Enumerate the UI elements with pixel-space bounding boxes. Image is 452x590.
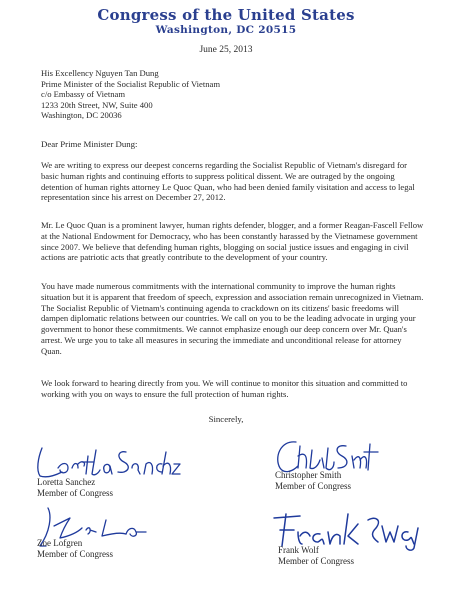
letterhead-city: Washington, DC 20515 <box>155 24 297 36</box>
signatory-title: Member of Congress <box>37 487 113 498</box>
signatory-sanchez <box>37 477 113 498</box>
signatory-title: Member of Congress <box>278 555 354 566</box>
signatory-wolf <box>278 545 354 566</box>
body-paragraph-1: We are writing to express our deepest concerns regarding the Socialist Republic of Vietnam's disregard for basic human rights and continuing efforts to suppress political dissent. We are outraged by the ongoing detention of human rights attorney Le Quoc Quan, who had been denied family visitation and access to legal representation since his arrest on December 27, 2012. <box>41 160 415 203</box>
salutation: Dear Prime Minister Dung: <box>41 139 138 149</box>
signatory-name: Zoe Lofgren <box>37 538 83 548</box>
letterhead <box>0 6 452 37</box>
body-paragraph-2: Mr. Le Quoc Quan is a prominent lawyer, human rights defender, blogger, and a former Reagan-Fascell Fellow at the National Endowment for Democracy, who has been constantly harassed by the Vietnamese government since 2007. We believe that defending human rights, blogging on social justice issues and engaging in civil actions are patriotic acts that greatly contribute to the development of your country. <box>41 220 424 263</box>
letterhead-title: Congress of the United States <box>97 6 355 24</box>
recipient-title: Prime Minister of the Socialist Republic of Vietnam <box>41 78 221 89</box>
signatory-lofgren <box>37 538 113 559</box>
signatory-name: Loretta Sanchez <box>37 477 96 487</box>
recipient-name: His Excellency Nguyen Tan Dung <box>41 68 159 78</box>
letter-date: June 25, 2013 <box>199 45 253 55</box>
recipient-care-of: c/o Embassy of Vietnam <box>41 89 126 100</box>
signatory-name: Christopher Smith <box>275 470 342 480</box>
recipient-address <box>41 68 220 121</box>
body-paragraph-4: We look forward to hearing directly from you. We will continue to monitor this situation and committed to working with you on ways to ensure the full protection of human rights. <box>41 378 408 399</box>
closing: Sincerely, <box>208 414 244 424</box>
recipient-city: Washington, DC 20036 <box>41 110 122 121</box>
recipient-street: 1233 20th Street, NW, Suite 400 <box>41 99 153 110</box>
signature-sanchez <box>32 440 182 482</box>
signatory-name: Frank Wolf <box>278 545 319 555</box>
signatory-title: Member of Congress <box>37 548 113 559</box>
signatory-title: Member of Congress <box>275 480 351 491</box>
body-paragraph-3: You have made numerous commitments with the international community to improve the human rights situation but it is apparent that freedom of speech, expression and association remain unrecognized in Vietnam. The Socialist Republic of Vietnam's continuing agenda to crackdown on its citizens' basic freedoms will dampen diplomatic relations between our countries. We call on you to be the leading advocate in urging your government to honor these commitments. We cannot emphasize enough our deep concern over Mr. Quan's arrest. We urge you to take all measures in securing the immediate and unconditional release for attorney Quan. <box>41 281 424 356</box>
signatory-smith <box>275 470 351 491</box>
